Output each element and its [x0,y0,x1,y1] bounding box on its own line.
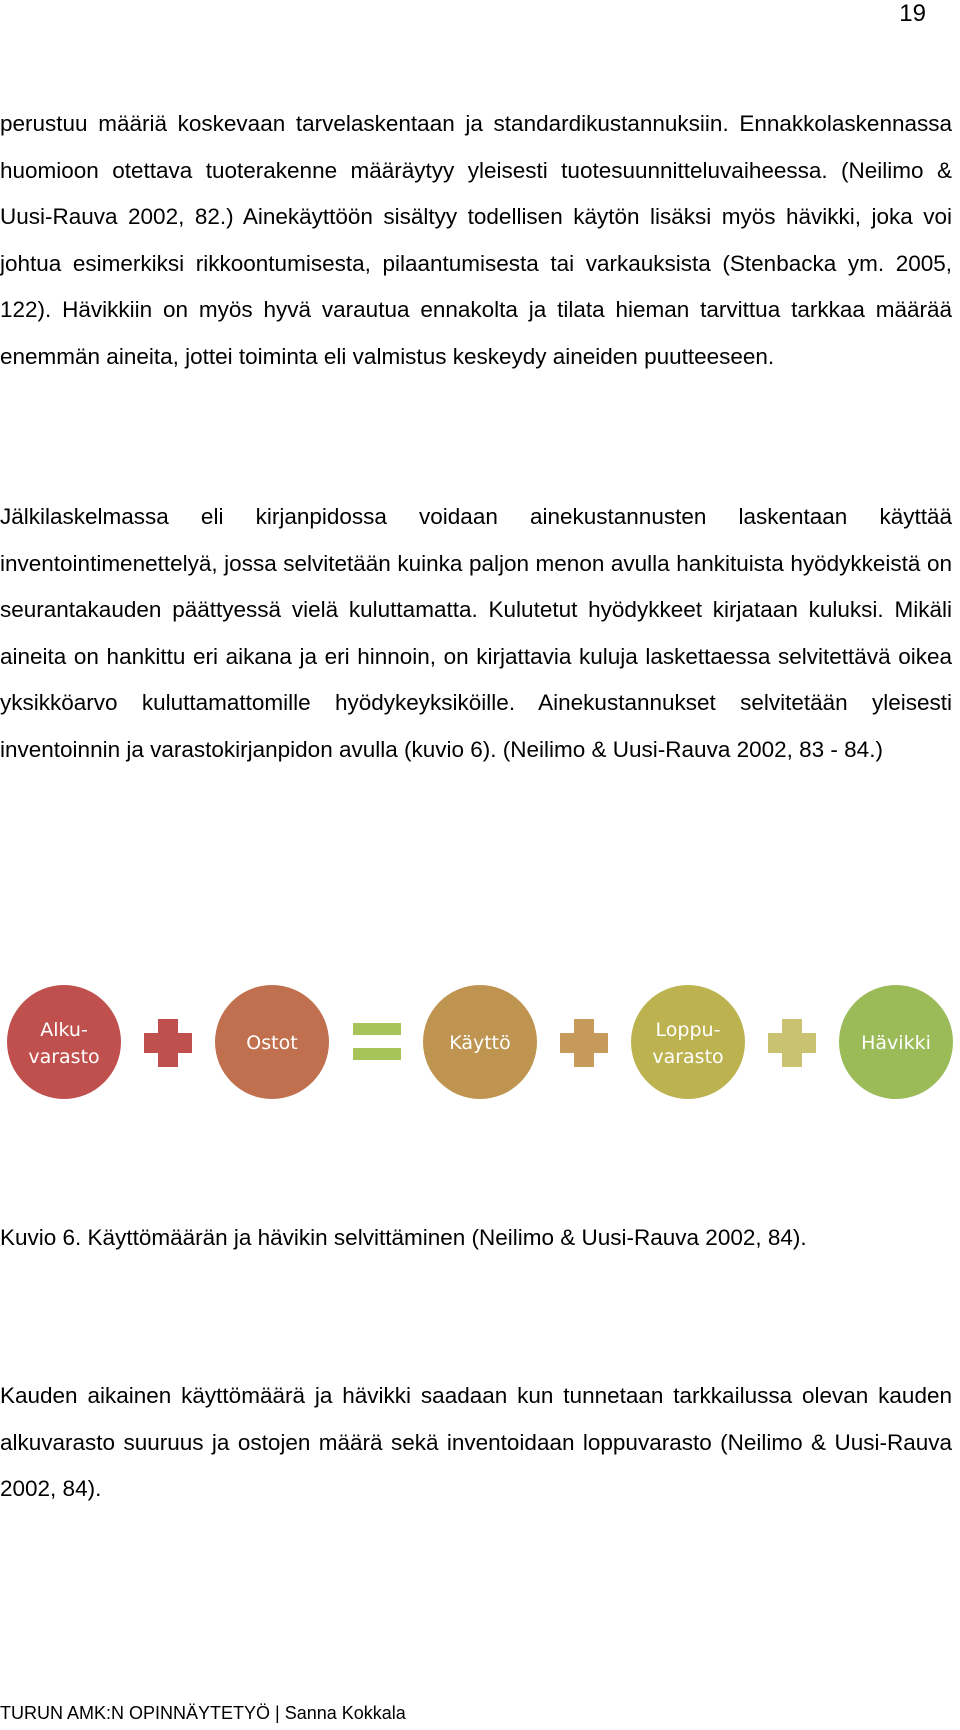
page-number: 19 [899,0,926,27]
label-havikki: Hävikki [861,1032,931,1054]
paragraph-3: Kauden aikainen käyttömäärä ja hävikki saadaan kun tunnetaan tarkkailussa olevan kauden alkuvarasto suuruus ja ostojen määrä sekä inventoidaan loppuvarasto (Neilimo & Uusi-Rauva 2002, 84). [0,1383,952,1501]
plus-icon [144,1019,192,1067]
figure-caption: Kuvio 6. Käyttömäärän ja hävikin selvittäminen (Neilimo & Uusi-Rauva 2002, 84). [0,1225,807,1250]
paragraph-1: perustuu määriä koskevaan tarvelaskentaan ja standardikustannuksiin. Ennakkolaskennassa huomioon otettava tuoterakenne määräytyy yleisesti tuotesuunnitteluvaiheessa. (Neilimo & Uusi-Rauva 2002, 82.) Ainekäyttöön sisältyy todellisen käytön lisäksi myös hävikki, joka voi johtua esimerkiksi rikkoontumisesta, pilaantumisesta tai varkauksista (Stenbacka ym. 2005, 122). Hävikkiin on myös hyvä varautua ennakolta ja tilata hieman tarvittua tarkkaa määrää enemmän aineita, jottei toiminta eli valmistus keskeydy aineiden puutteeseen. [0,111,952,369]
label-ostot: Ostot [246,1032,298,1054]
diagram-canvas [0,980,960,1110]
circle-loppuvarasto [631,985,745,1099]
label-alkuvarasto-line1: Alku- [40,1019,88,1041]
plus-icon [768,1019,816,1067]
plus-icon [560,1019,608,1067]
equals-icon [353,1023,401,1060]
label-alkuvarasto-line2: varasto [28,1046,100,1068]
label-loppuvarasto-line2: varasto [652,1046,724,1068]
inventory-formula-diagram [0,980,960,1110]
circle-alkuvarasto [7,985,121,1099]
label-loppuvarasto-line1: Loppu- [655,1019,721,1041]
paragraph-2: Jälkilaskelmassa eli kirjanpidossa voidaan ainekustannusten laskentaan käyttää inventointimenettelyä, jossa selvitetään kuinka paljon menon avulla hankituista hyödykkeistä on seurantakauden päättyessä vielä kuluttamatta. Kulutetut hyödykkeet kirjataan kuluksi. Mikäli aineita on hankittu eri aikana ja eri hinnoin, on kirjattavia kuluja laskettaessa selvitettävä oikea yksikköarvo kuluttamattomille hyödykeyksiköille. Ainekustannukset selvitetään yleisesti inventoinnin ja varastokirjanpidon avulla (kuvio 6). (Neilimo & Uusi-Rauva 2002, 83 - 84.) [0,504,952,762]
footer: TURUN AMK:N OPINNÄYTETYÖ | Sanna Kokkala [0,1703,406,1723]
label-kaytto: Käyttö [449,1032,511,1054]
